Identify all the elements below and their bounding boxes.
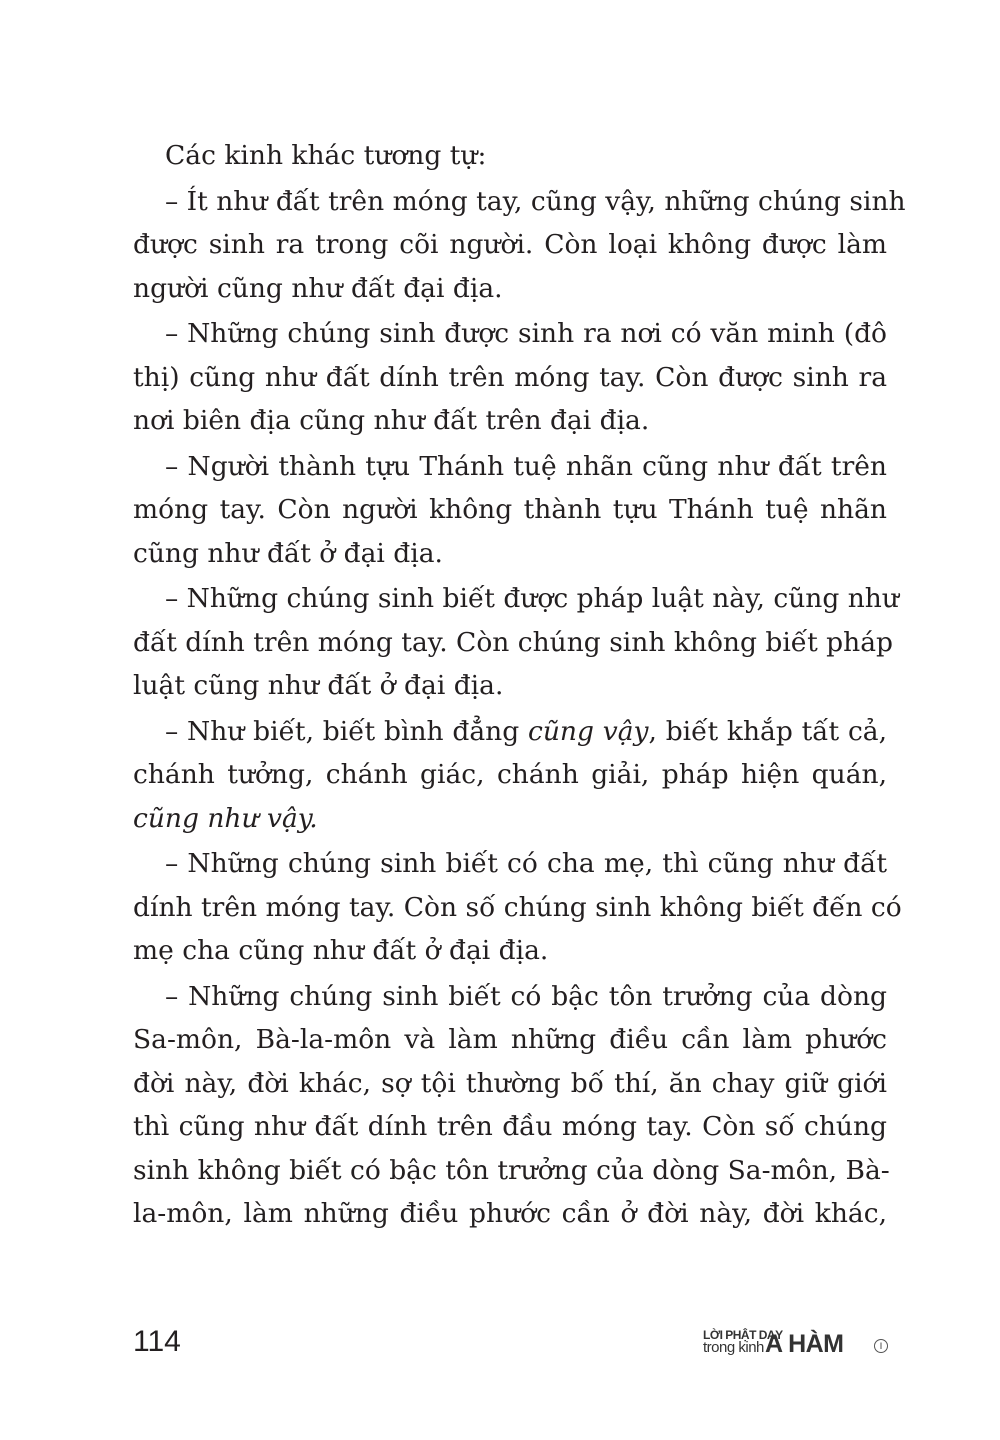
text-segment: cũng như đất ở đại địa. — [133, 537, 443, 569]
paragraph — [133, 842, 902, 973]
text-line — [133, 577, 899, 621]
text-line — [133, 842, 887, 886]
text-segment: người cũng như đất đại địa. — [133, 272, 503, 304]
text-segment: – Những chúng sinh biết có bậc tôn trưởng của dòng — [165, 980, 887, 1012]
text-segment: thị) cũng như đất dính trên móng tay. Còn được sinh ra — [133, 361, 887, 393]
text-line — [133, 797, 887, 841]
logo-line1: LỜI PHẬT DẠY — [703, 1328, 783, 1342]
text-line — [133, 1062, 887, 1106]
paragraph — [133, 577, 899, 708]
text-segment: thì cũng như đất dính trên đầu móng tay. Còn số chúng — [133, 1111, 887, 1142]
text-line — [133, 929, 887, 973]
text-line — [133, 223, 887, 267]
text-segment: – Những chúng sinh được sinh ra nơi có văn minh (đô — [165, 318, 887, 349]
text-segment: móng tay. Còn người không thành tựu Thánh tuệ nhãn — [133, 494, 887, 525]
text-segment: – Như biết, biết bình đẳng — [165, 715, 528, 747]
text-line — [133, 1149, 890, 1193]
text-segment: – Những chúng sinh biết được pháp luật này, cũng như — [165, 583, 899, 614]
text-segment: sinh không biết có bậc tôn trưởng của dòng Sa-môn, Bà- — [133, 1154, 890, 1186]
text-line — [133, 710, 887, 754]
paragraph — [133, 710, 887, 841]
logo-line2: trong kinh — [703, 1339, 764, 1356]
paragraph — [133, 445, 887, 576]
text-line — [133, 532, 887, 576]
body-text — [133, 132, 906, 1236]
logo-title: A HÀM — [765, 1330, 844, 1358]
text-segment: luật cũng như đất ở đại địa. — [133, 670, 504, 701]
text-segment: chánh tưởng, chánh giác, chánh giải, pháp hiện quán, — [133, 759, 887, 790]
paragraph — [133, 134, 887, 178]
text-segment: mẹ cha cũng như đất ở đại địa. — [133, 935, 549, 966]
text-line — [133, 488, 887, 532]
text-segment: , biết khắp tất cả, — [648, 715, 888, 747]
text-segment: được sinh ra trong cõi người. Còn loại không được làm — [133, 229, 887, 260]
text-segment: – Những chúng sinh biết có cha mẹ, thì cũng như đất — [165, 848, 887, 879]
text-line — [133, 621, 893, 665]
text-segment: – Ít như đất trên móng tay, cũng vậy, những chúng sinh — [165, 185, 906, 217]
text-line — [133, 1192, 887, 1236]
paragraph — [133, 312, 887, 443]
text-segment: đời này, đời khác, sợ tội thường bố thí, ăn chay giữ giới — [133, 1067, 887, 1099]
text-line — [133, 1018, 887, 1062]
page-number: 114 — [133, 1325, 181, 1358]
text-segment: Sa-môn, Bà-la-môn và làm những điều cần làm phước — [133, 1024, 887, 1055]
text-line — [133, 1105, 887, 1149]
text-segment: Các kinh khác tương tự: — [165, 140, 487, 171]
text-line — [133, 356, 887, 400]
text-segment: – Người thành tựu Thánh tuệ nhãn cũng như đất trên — [165, 450, 887, 482]
text-line — [133, 445, 887, 489]
volume-badge: I — [874, 1339, 888, 1353]
italic-text: cũng vậy — [527, 715, 649, 747]
text-line — [133, 180, 906, 224]
text-line — [133, 664, 887, 708]
paragraph — [133, 180, 906, 311]
text-segment: dính trên móng tay. Còn số chúng sinh không biết đến có — [133, 891, 902, 923]
text-line — [133, 312, 887, 356]
text-segment: nơi biên địa cũng như đất trên đại địa. — [133, 405, 650, 436]
text-segment: đất dính trên móng tay. Còn chúng sinh không biết pháp — [133, 626, 893, 658]
text-line — [133, 753, 887, 797]
text-line — [133, 886, 902, 930]
text-line — [133, 267, 887, 311]
text-line — [133, 975, 887, 1019]
italic-text: cũng như vậy. — [133, 802, 318, 834]
text-line — [133, 134, 887, 178]
text-segment: la-môn, làm những điều phước cần ở đời này, đời khác, — [133, 1198, 887, 1229]
text-line — [133, 399, 887, 443]
paragraph — [133, 975, 890, 1236]
